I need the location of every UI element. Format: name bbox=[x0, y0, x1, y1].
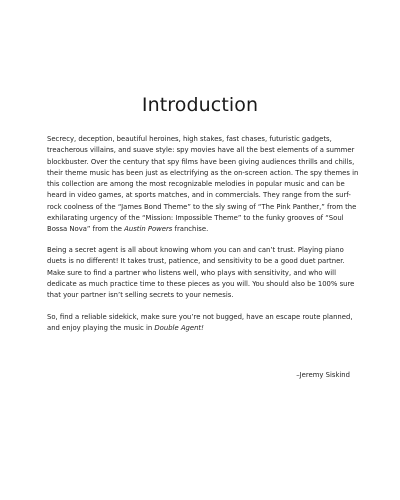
paragraph-3-italic-title: Double Agent! bbox=[154, 324, 204, 333]
page-title: Introduction bbox=[141, 94, 259, 116]
paragraph-1-text-end: franchise. bbox=[172, 225, 209, 234]
paragraph-1-italic-title: Austin Powers bbox=[124, 225, 173, 234]
intro-paragraph-1 bbox=[47, 134, 363, 236]
paragraph-3-text: So, find a reliable sidekick, make sure you’re not bugged, have an escape route planned, and enjoy playing the music in bbox=[47, 313, 353, 333]
intro-paragraph-3 bbox=[47, 312, 363, 335]
intro-paragraph-2: Being a secret agent is all about knowing whom you can and can’t trust. Playing piano duets is no different! It takes trust, patience, and sensitivity to be a good duet partner. Make sure to find a partner who listens well, who plays with sensitivity, and who will dedicate as much practice time to these pieces as you will. You should also be 100% sure that your partner isn’t selling secrets to your nemesis. bbox=[47, 246, 355, 300]
author-signature: –Jeremy Siskind bbox=[296, 371, 350, 379]
paragraph-1-text: Secrecy, deception, beautiful heroines, high stakes, fast chases, futuristic gadgets, treacherous villains, and suave style: spy movies have all the best elements of a summer blockbuster. Over the century that spy films have been giving audiences thrills and chills, their theme music has been just as electrifying as the on-screen action. The spy themes in this collection are among the most recognizable melodies in popular music and can be heard in video games, at sports matches, and in commercials. They range from the surf-rock coolness of the “James Bond Theme” to the sly swing of “The Pink Panther,” from the exhilarating urgency of the “Mission: Impossible Theme” to the funky grooves of “Soul Bossa Nova” from the bbox=[47, 135, 359, 234]
